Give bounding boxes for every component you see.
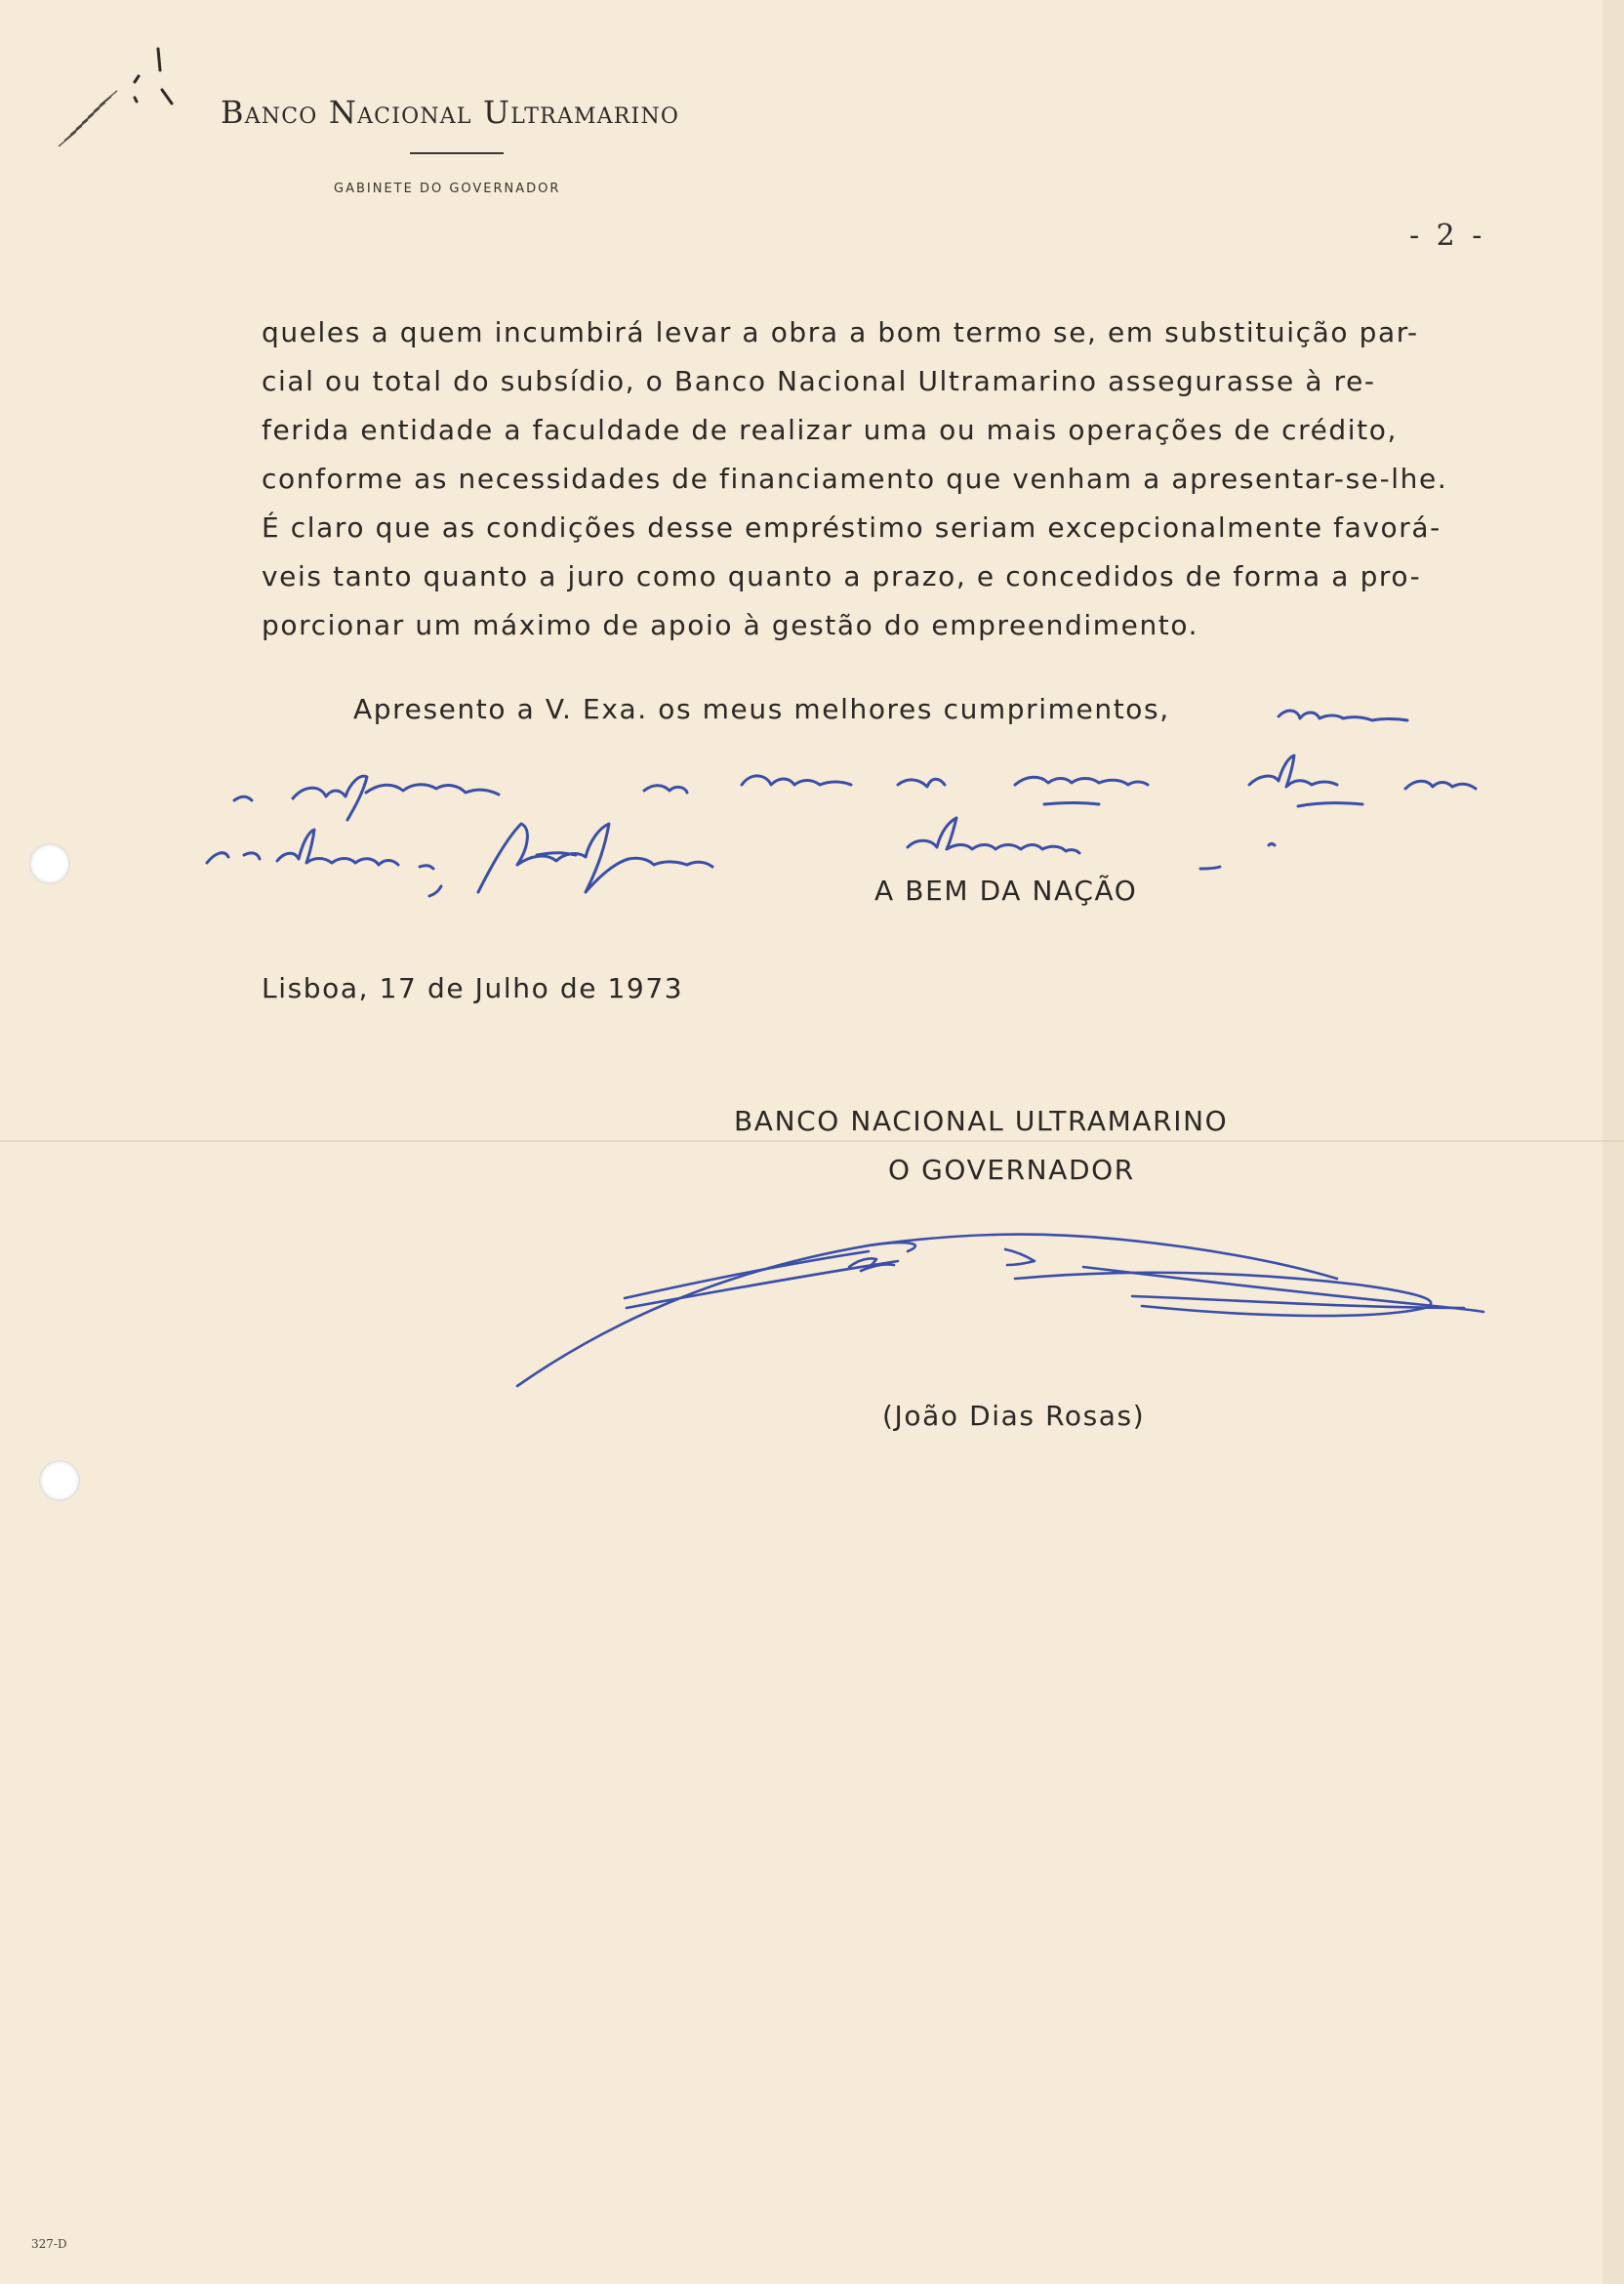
handwritten-note — [195, 683, 1542, 918]
body-line: ferida entidade a faculdade de realizar uma ou mais operações de crédito, — [262, 414, 1398, 446]
closing-motto: A BEM DA NAÇÃO — [874, 875, 1138, 907]
signatory-name: (João Dias Rosas) — [882, 1400, 1146, 1432]
letterhead-department: GABINETE DO GOVERNADOR — [334, 182, 561, 196]
letterhead-rule — [410, 152, 504, 154]
body-line: É claro que as condições desse empréstimo seriam excepcionalmente favorá- — [262, 511, 1441, 544]
punch-hole-upper — [29, 843, 70, 884]
signature-mark — [498, 1210, 1493, 1406]
page-number: - 2 - — [1409, 219, 1486, 253]
body-line: veis tanto quanto a juro como quanto a prazo, e concedidos de forma a pro- — [262, 560, 1422, 592]
closing-line: Apresento a V. Exa. os meus melhores cumprimentos, — [353, 693, 1170, 725]
punch-hole-lower — [39, 1460, 80, 1501]
body-line: porcionar um máximo de apoio à gestão do empreendimento. — [262, 609, 1199, 641]
signature-institution: BANCO NACIONAL ULTRAMARINO — [734, 1105, 1229, 1137]
place-date: Lisboa, 17 de Julho de 1973 — [262, 972, 684, 1004]
letterhead-emblem-icon — [49, 39, 195, 156]
body-line: conforme as necessidades de financiamento que venham a apresentar-se-lhe. — [262, 463, 1448, 495]
letterhead-bank-name: Banco Nacional Ultramarino — [221, 94, 680, 131]
paper-fold — [0, 1140, 1624, 1142]
form-code: 327-D — [31, 2237, 67, 2251]
body-line: cial ou total do subsídio, o Banco Nacional Ultramarino assegurasse à re- — [262, 365, 1376, 397]
paper-edge — [1603, 0, 1624, 2284]
body-line: queles a quem incumbirá levar a obra a bom termo se, em substituição par- — [262, 316, 1419, 348]
signature-title: O GOVERNADOR — [888, 1154, 1135, 1186]
